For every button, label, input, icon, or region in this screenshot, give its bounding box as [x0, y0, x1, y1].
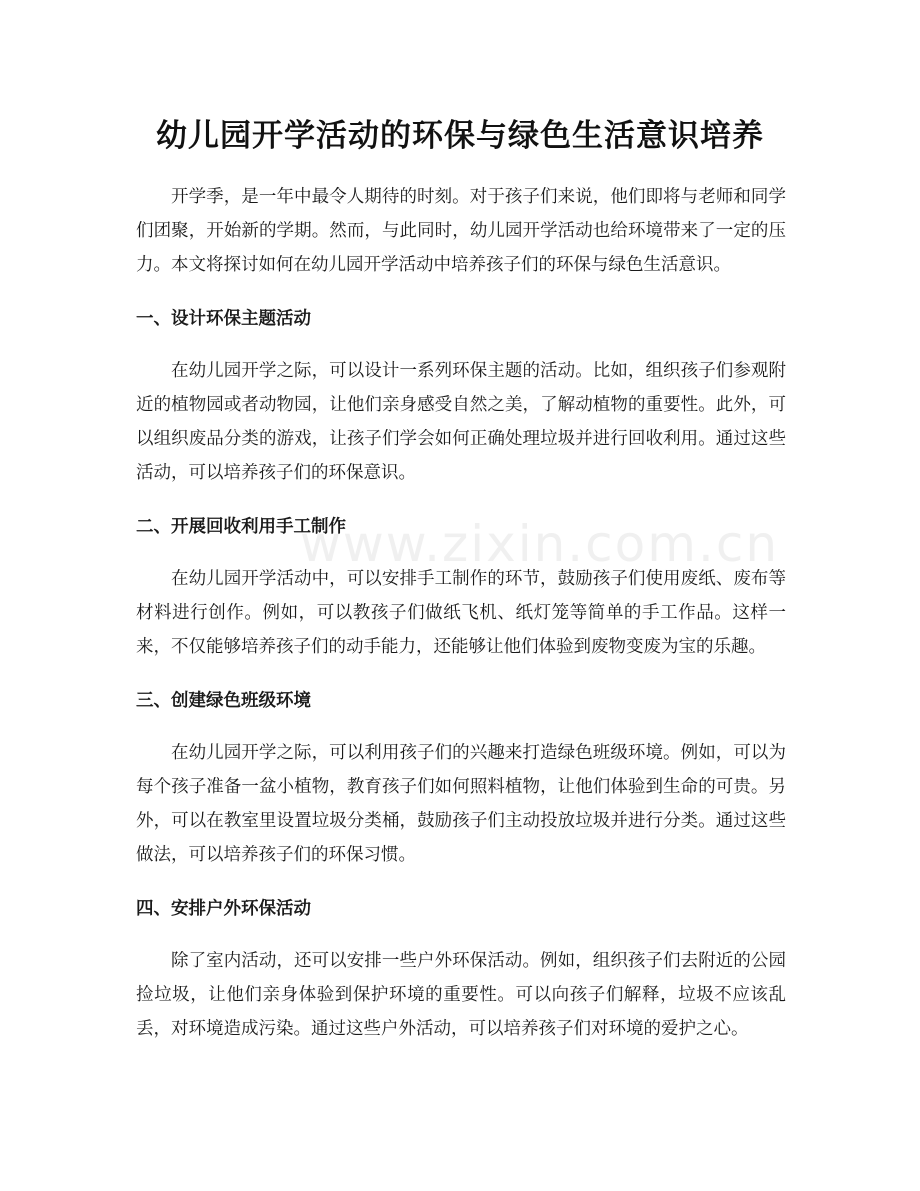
section-paragraph: 在幼儿园开学活动中，可以安排手工制作的环节，鼓励孩子们使用废纸、废布等材料进行创作。例如，可以教孩子们做纸飞机、纸灯笼等简单的手工作品。这样一来，不仅能够培养孩子们的动手能力，还能够让他们体验到废物变废为宝的乐趣。 — [136, 569, 786, 657]
document-body — [136, 180, 786, 1066]
section-heading: 三、创建绿色班级环境 — [136, 691, 311, 711]
section-1 — [136, 302, 786, 490]
section-4 — [136, 892, 786, 1046]
watermark-text: www.zixin.com.cn — [300, 515, 780, 573]
section-heading: 四、安排户外环保活动 — [136, 899, 311, 919]
section-paragraph: 在幼儿园开学之际，可以利用孩子们的兴趣来打造绿色班级环境。例如，可以为每个孩子准备一盆小植物，教育孩子们如何照料植物，让他们体验到生命的可贵。另外，可以在教室里设置垃圾分类桶，鼓励孩子们主动投放垃圾并进行分类。通过这些做法，可以培养孩子们的环保习惯。 — [136, 743, 786, 865]
section-3 — [136, 684, 786, 872]
section-heading: 二、开展回收利用手工制作 — [136, 517, 346, 537]
section-paragraph: 除了室内活动，还可以安排一些户外环保活动。例如，组织孩子们去附近的公园捡垃圾，让他们亲身体验到保护环境的重要性。可以向孩子们解释，垃圾不应该乱丢，对环境造成污染。通过这些户外活动，可以培养孩子们对环境的爱护之心。 — [136, 951, 786, 1039]
intro-paragraph: 开学季，是一年中最令人期待的时刻。对于孩子们来说，他们即将与老师和同学们团聚，开始新的学期。然而，与此同时，幼儿园开学活动也给环境带来了一定的压力。本文将探讨如何在幼儿园开学活动中培养孩子们的环保与绿色生活意识。 — [136, 187, 786, 275]
section-heading: 一、设计环保主题活动 — [136, 309, 311, 329]
section-paragraph: 在幼儿园开学之际，可以设计一系列环保主题的活动。比如，组织孩子们参观附近的植物园或者动物园，让他们亲身感受自然之美，了解动植物的重要性。此外，可以组织废品分类的游戏，让孩子们学会如何正确处理垃圾并进行回收利用。通过这些活动，可以培养孩子们的环保意识。 — [136, 361, 786, 483]
document-title: 幼儿园开学活动的环保与绿色生活意识培养 — [156, 118, 764, 154]
section-2 — [136, 510, 786, 664]
